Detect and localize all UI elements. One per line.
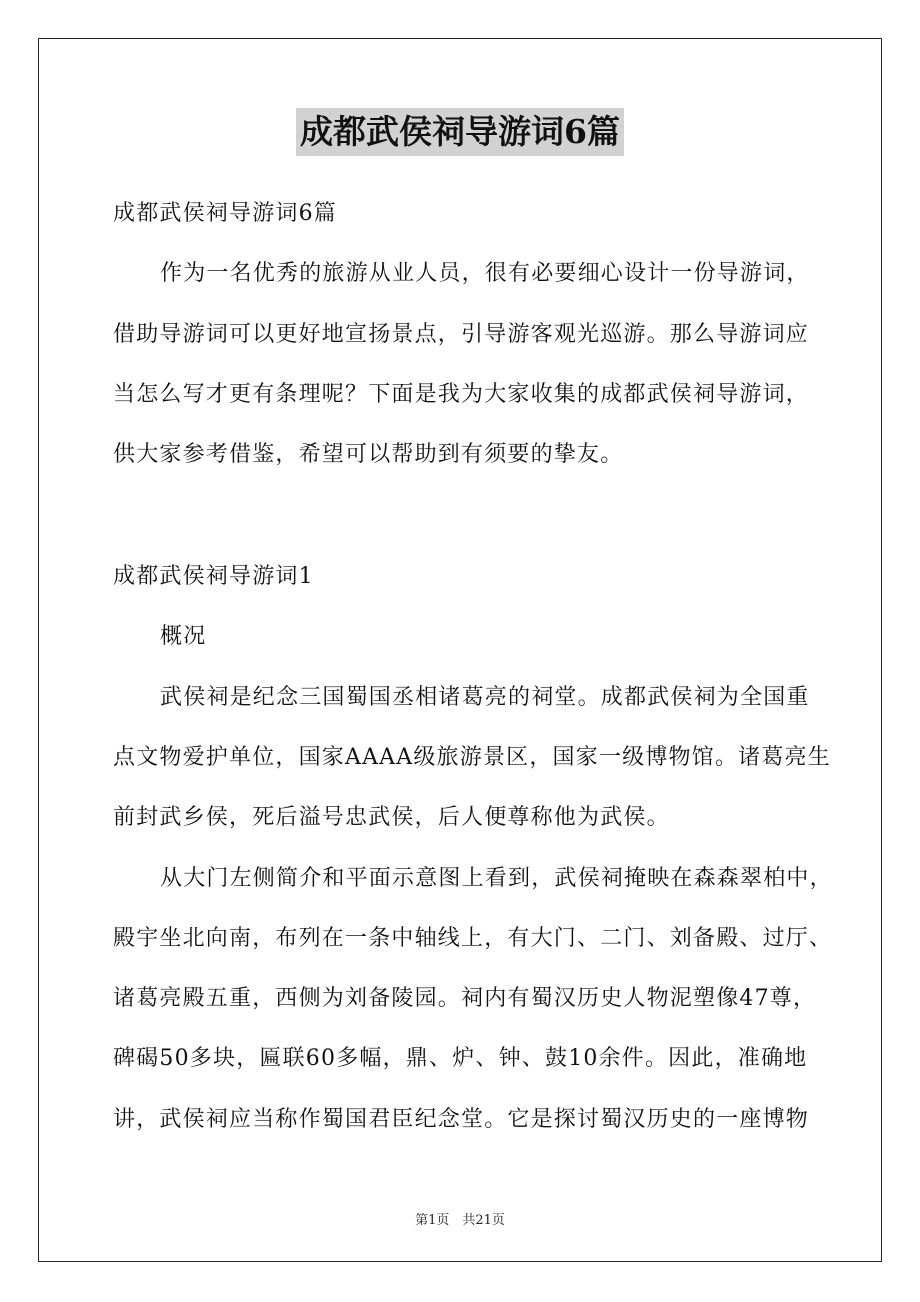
para1-line-2: 点文物爱护单位，国家AAAA级旅游景区，国家一级博物馆。诸葛亮生 — [113, 745, 831, 770]
section-heading: 成都武侯祠导游词1 — [113, 564, 314, 589]
para1-line-1: 武侯祠是纪念三国蜀国丞相诸葛亮的祠堂。成都武侯祠为全国重 — [160, 685, 810, 710]
para1-line-3: 前封武乡侯，死后溢号忠武侯，后人便尊称他为武侯。 — [113, 805, 670, 830]
para2-line-1: 从大门左侧简介和平面示意图上看到，武侯祠掩映在森森翠柏中， — [160, 866, 833, 891]
page-number: 第1页 共21页 — [415, 1213, 505, 1228]
intro-line-4: 供大家参考借鉴，希望可以帮助到有须要的挚友。 — [113, 442, 624, 467]
intro-line-3: 当怎么写才更有条理呢？下面是我为大家收集的成都武侯祠导游词， — [113, 382, 810, 407]
document-title: 成都武侯祠导游词6篇 — [296, 108, 624, 156]
para2-line-3: 诸葛亮殿五重，西侧为刘备陵园。祠内有蜀汉历史人物泥塑像47尊， — [113, 986, 817, 1011]
intro-line-2: 借助导游词可以更好地宣扬景点，引导游客观光巡游。那么导游词应 — [113, 322, 810, 347]
intro-line-1: 作为一名优秀的旅游从业人员，很有必要细心设计一份导游词， — [160, 261, 810, 286]
subtitle-line: 成都武侯祠导游词6篇 — [113, 201, 337, 226]
para2-line-4: 碑碣50多块，匾联60多幅，鼎、炉、钟、鼓10余件。因此，准确地 — [113, 1046, 808, 1071]
title-container — [0, 108, 920, 156]
para2-line-5: 讲，武侯祠应当称作蜀国君臣纪念堂。它是探讨蜀汉历史的一座博物 — [113, 1107, 810, 1132]
para2-line-2: 殿宇坐北向南，布列在一条中轴线上，有大门、二门、刘备殿、过厅、 — [113, 926, 833, 951]
subheading-overview: 概况 — [160, 624, 207, 649]
